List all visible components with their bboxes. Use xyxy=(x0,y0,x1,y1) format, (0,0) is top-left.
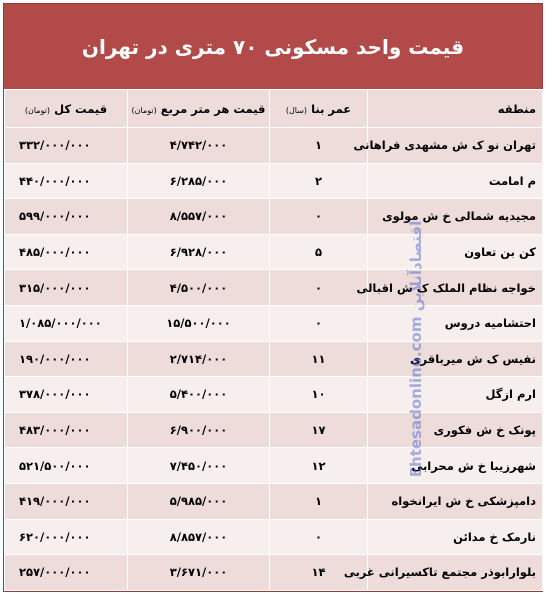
cell-price-per-meter: ۶/۹۰۰/۰۰۰ xyxy=(128,412,270,448)
header-price-per-meter xyxy=(128,90,270,128)
cell-total-price: ۴۸۳/۰۰۰/۰۰۰ xyxy=(5,412,128,448)
watermark-text: Ehtesadonline.com اقتصادآنلاین xyxy=(407,220,425,478)
cell-age: ۵ xyxy=(270,234,368,270)
table-row xyxy=(5,519,543,555)
cell-region: خواجه نظام الملک ک ش اقبالی xyxy=(368,270,543,306)
table-row xyxy=(5,377,543,413)
cell-region: کن بن تعاون xyxy=(368,234,543,270)
header-ppm-unit: (تومان) xyxy=(131,105,157,115)
cell-price-per-meter: ۵/۹۸۵/۰۰۰ xyxy=(128,483,270,519)
table-row xyxy=(5,199,543,235)
cell-age: ۱۷ xyxy=(270,412,368,448)
cell-total-price: ۴۱۹/۰۰۰/۰۰۰ xyxy=(5,483,128,519)
cell-total-price: ۱/۰۸۵/۰۰۰/۰۰۰ xyxy=(5,305,128,341)
cell-total-price: ۳۱۵/۰۰۰/۰۰۰ xyxy=(5,270,128,306)
cell-age: ۰ xyxy=(270,519,368,555)
cell-price-per-meter: ۲/۷۱۴/۰۰۰ xyxy=(128,341,270,377)
table-row xyxy=(5,234,543,270)
table-row xyxy=(5,341,543,377)
cell-region: نارمک خ مدائن xyxy=(368,519,543,555)
cell-age: ۱۴ xyxy=(270,555,368,591)
cell-total-price: ۳۷۸/۰۰۰/۰۰۰ xyxy=(5,377,128,413)
cell-total-price: ۲۵۷/۰۰۰/۰۰۰ xyxy=(5,555,128,591)
cell-total-price: ۵۲۱/۵۰۰/۰۰۰ xyxy=(5,448,128,484)
cell-age: ۱۲ xyxy=(270,448,368,484)
table-row xyxy=(5,483,543,519)
cell-price-per-meter: ۱۵/۵۰۰/۰۰۰ xyxy=(128,305,270,341)
header-ppm-label: قیمت هر متر مربع xyxy=(160,101,266,116)
header-age xyxy=(270,90,368,128)
cell-region: مجیدیه شمالی خ ش مولوی xyxy=(368,199,543,235)
table-header-row xyxy=(5,90,543,128)
table-row xyxy=(5,305,543,341)
table-row xyxy=(5,555,543,591)
header-region-label: منطقه xyxy=(497,101,536,116)
header-total-unit: (تومان) xyxy=(24,105,51,115)
cell-region: م امامت xyxy=(368,163,543,199)
header-total-price xyxy=(5,90,128,128)
cell-age: ۱ xyxy=(270,128,368,164)
cell-price-per-meter: ۷/۴۵۰/۰۰۰ xyxy=(128,448,270,484)
cell-total-price: ۵۹۹/۰۰۰/۰۰۰ xyxy=(5,199,128,235)
cell-total-price: ۶۲۰/۰۰۰/۰۰۰ xyxy=(5,519,128,555)
cell-age: ۲ xyxy=(270,163,368,199)
cell-price-per-meter: ۶/۲۸۵/۰۰۰ xyxy=(128,163,270,199)
cell-total-price: ۴۴۰/۰۰۰/۰۰۰ xyxy=(5,163,128,199)
cell-price-per-meter: ۴/۷۴۲/۰۰۰ xyxy=(128,128,270,164)
header-total-label: قیمت کل xyxy=(54,101,108,116)
cell-price-per-meter: ۸/۵۵۷/۰۰۰ xyxy=(128,199,270,235)
table-row xyxy=(5,270,543,306)
cell-region: احتشامیه دروس xyxy=(368,305,543,341)
cell-price-per-meter: ۶/۹۲۸/۰۰۰ xyxy=(128,234,270,270)
price-table-frame xyxy=(3,3,543,592)
cell-region: ارم ازگل xyxy=(368,377,543,413)
cell-region: بلوارابوذر مجتمع تاکسیرانی غربی xyxy=(368,555,543,591)
cell-total-price: ۱۹۰/۰۰۰/۰۰۰ xyxy=(5,341,128,377)
header-age-label: عمر بنا xyxy=(311,101,352,116)
cell-region: تهران نو ک ش مشهدی فراهانی xyxy=(368,128,543,164)
cell-total-price: ۳۳۲/۰۰۰/۰۰۰ xyxy=(5,128,128,164)
cell-price-per-meter: ۳/۶۷۱/۰۰۰ xyxy=(128,555,270,591)
cell-price-per-meter: ۴/۵۰۰/۰۰۰ xyxy=(128,270,270,306)
cell-age: ۱ xyxy=(270,483,368,519)
cell-age: ۰ xyxy=(270,270,368,306)
table-row xyxy=(5,163,543,199)
cell-total-price: ۴۸۵/۰۰۰/۰۰۰ xyxy=(5,234,128,270)
cell-age: ۰ xyxy=(270,199,368,235)
cell-price-per-meter: ۸/۸۵۷/۰۰۰ xyxy=(128,519,270,555)
cell-price-per-meter: ۵/۴۰۰/۰۰۰ xyxy=(128,377,270,413)
header-age-unit: (سال) xyxy=(285,105,308,115)
cell-age: ۰ xyxy=(270,305,368,341)
table-title: قیمت واحد مسکونی ۷۰ متری در تهران xyxy=(81,34,465,59)
cell-region: نفیس ک ش میرباقری xyxy=(368,341,543,377)
price-table xyxy=(4,89,543,591)
site-watermark xyxy=(396,220,436,478)
cell-age: ۱۰ xyxy=(270,377,368,413)
cell-age: ۱۱ xyxy=(270,341,368,377)
header-region xyxy=(368,90,543,128)
cell-region: شهرزیبا خ ش محرابی xyxy=(368,448,543,484)
table-title-bar xyxy=(4,4,542,91)
table-row xyxy=(5,448,543,484)
cell-region: دامپزشکی خ ش ایرانخواه xyxy=(368,483,543,519)
cell-region: پونک خ ش فکوری xyxy=(368,412,543,448)
table-row xyxy=(5,412,543,448)
table-row xyxy=(5,128,543,164)
